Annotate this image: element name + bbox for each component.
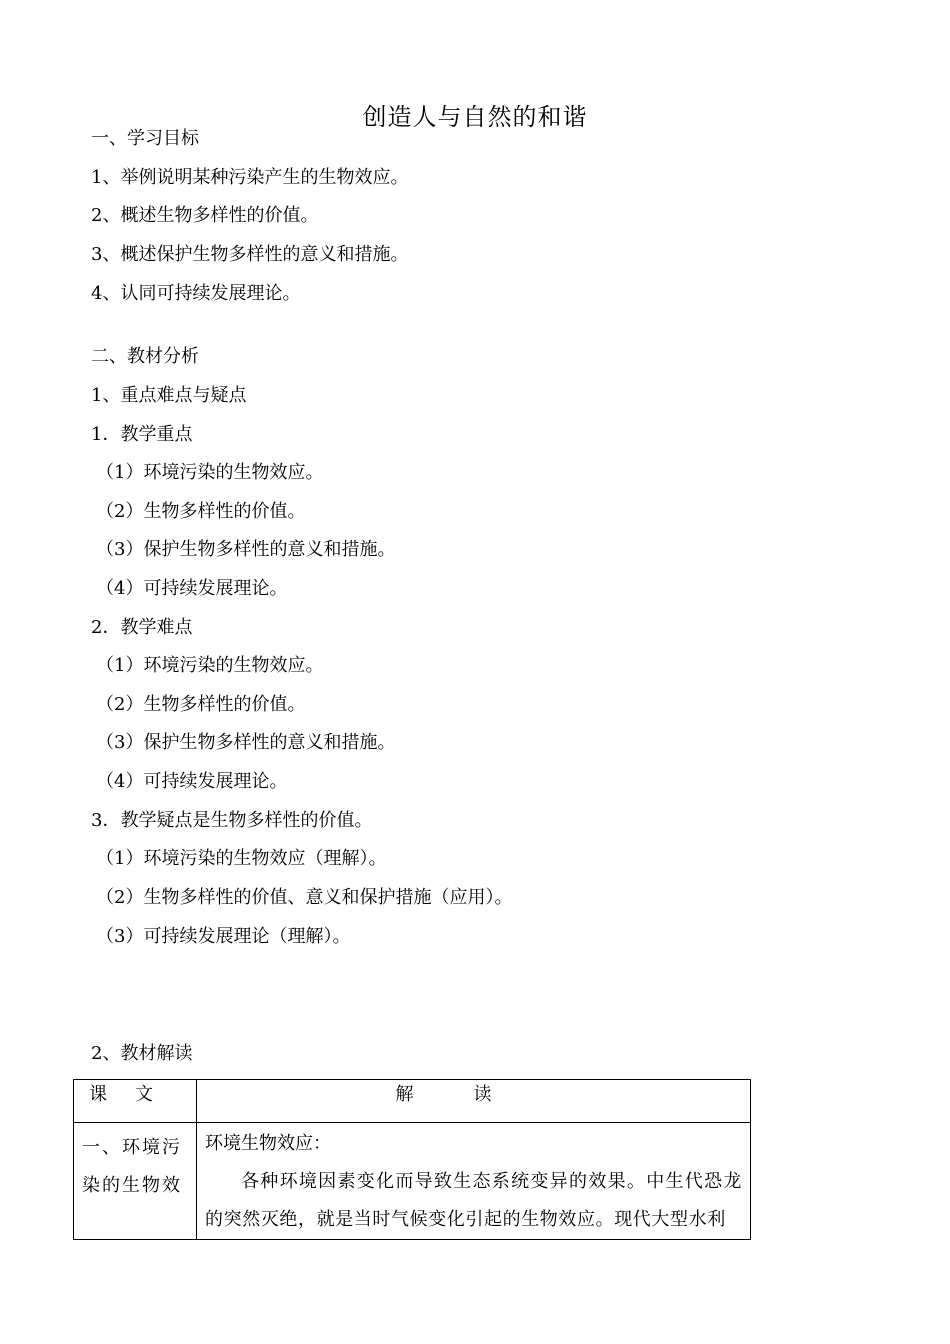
- objective-item: 4、认同可持续发展理论。: [91, 283, 301, 304]
- header-interpret-label: 解读: [395, 1084, 552, 1105]
- difficult-points-heading: 2．教学难点: [91, 617, 193, 638]
- difficult-point-item: （2）生物多样性的价值。: [96, 694, 306, 715]
- objective-item: 1、举例说明某种污染产生的生物效应。: [91, 167, 409, 188]
- interpret-title: 环境生物效应：: [205, 1133, 331, 1154]
- header-cell-interpret: [197, 1080, 751, 1123]
- table-row: [74, 1123, 751, 1240]
- key-point-item: （2）生物多样性的价值。: [96, 501, 306, 522]
- page-title: 创造人与自然的和谐: [362, 103, 588, 131]
- section-heading-analysis: 二、教材分析: [91, 346, 199, 367]
- difficult-point-item: （3）保护生物多样性的意义和措施。: [96, 732, 396, 753]
- doubt-point-item: （2）生物多样性的价值、意义和保护措施（应用）。: [96, 887, 513, 908]
- header-cell-text: [74, 1080, 197, 1123]
- difficult-point-item: （1）环境污染的生物效应。: [96, 655, 324, 676]
- table-header-row: [74, 1080, 751, 1123]
- header-text-label: 课文: [89, 1084, 181, 1105]
- key-point-item: （3）保护生物多样性的意义和措施。: [96, 539, 396, 560]
- key-points-heading: 1．教学重点: [91, 424, 193, 445]
- doubt-point-item: （1）环境污染的生物效应（理解）。: [96, 848, 387, 869]
- table-cell-text: 一、环境污染的生物效: [74, 1123, 197, 1240]
- subsection-heading-reading: 2、教材解读: [91, 1043, 193, 1064]
- interpretation-table: [73, 1079, 751, 1240]
- subsection-heading: 1、重点难点与疑点: [91, 385, 247, 406]
- doubt-point-item: （3）可持续发展理论（理解）。: [96, 926, 351, 947]
- section-heading-objectives: 一、学习目标: [91, 128, 199, 149]
- table-cell-interpret: [197, 1123, 751, 1240]
- key-point-item: （1）环境污染的生物效应。: [96, 462, 324, 483]
- doubt-points-heading: 3．教学疑点是生物多样性的价值。: [91, 810, 373, 831]
- difficult-point-item: （4）可持续发展理论。: [96, 771, 288, 792]
- interpret-body: 各种环境因素变化而导致生态系统变异的效果。中生代恐龙的突然灭绝，就是当时气候变化引起的生物效应。现代大型水利: [205, 1171, 742, 1230]
- objective-item: 3、概述保护生物多样性的意义和措施。: [91, 244, 409, 265]
- key-point-item: （4）可持续发展理论。: [96, 578, 288, 599]
- objective-item: 2、概述生物多样性的价值。: [91, 205, 319, 226]
